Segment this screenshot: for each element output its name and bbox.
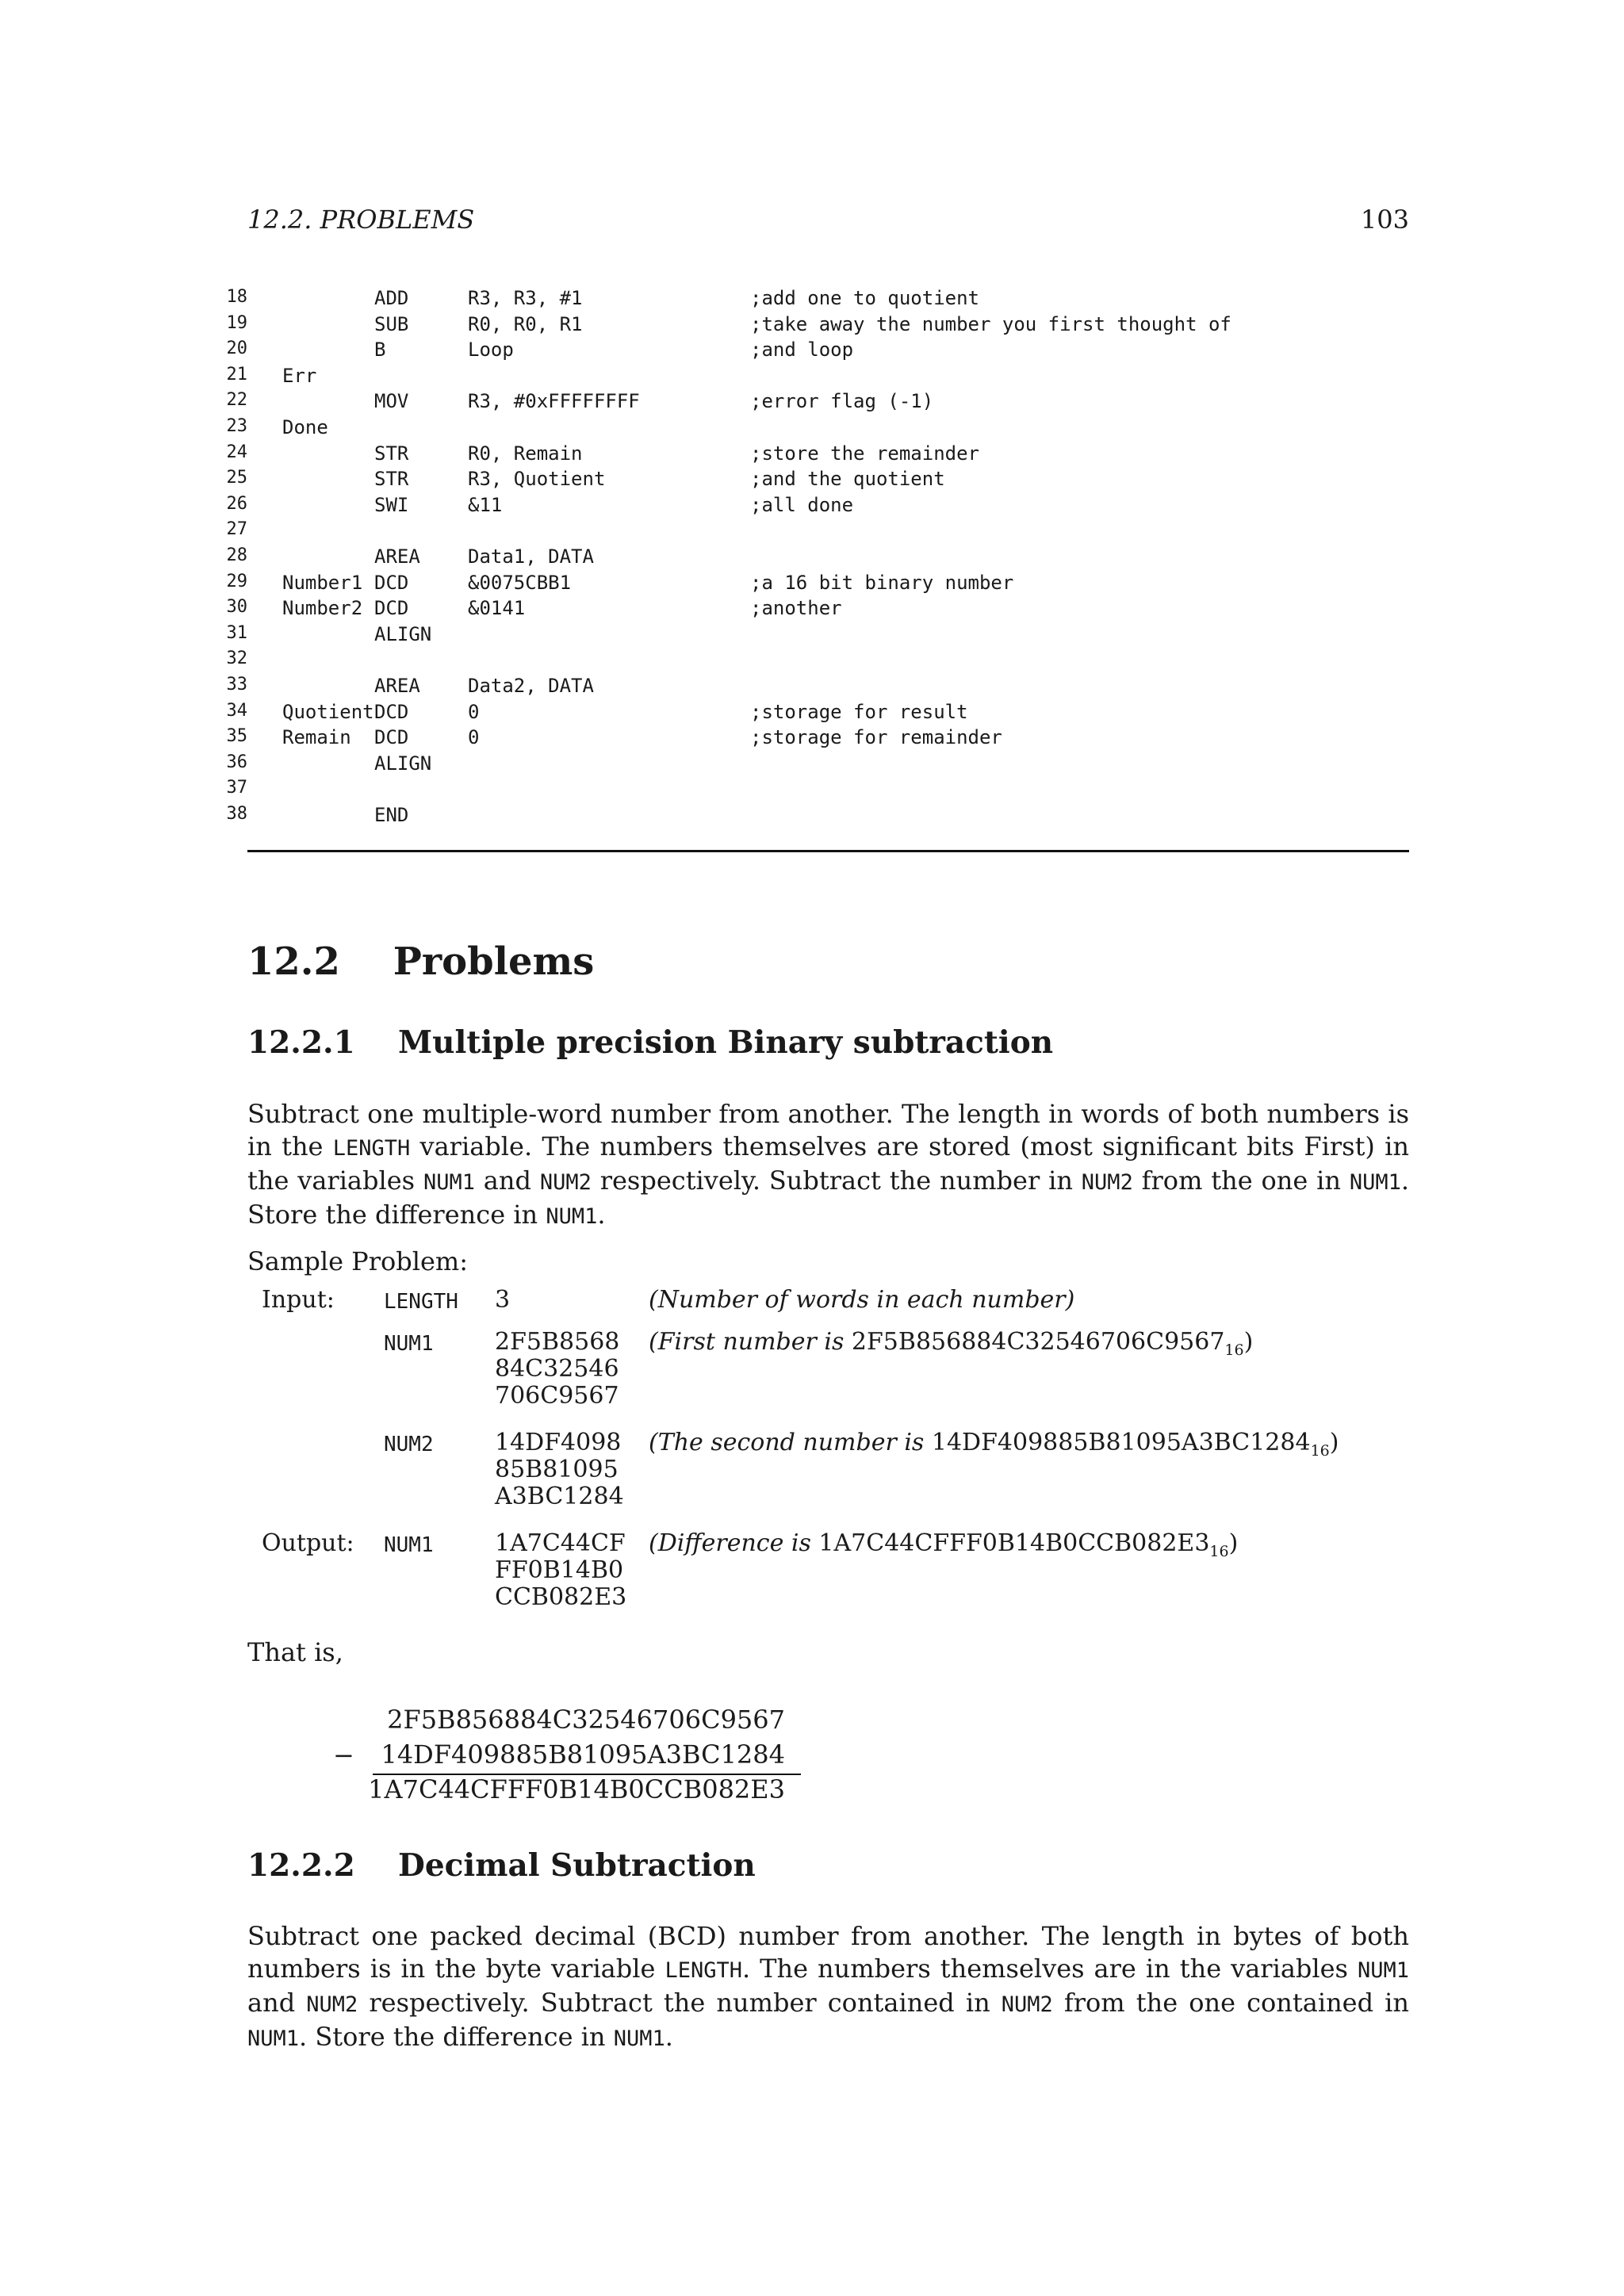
paragraph-text: respectively. Subtract the number contained in: [358, 1988, 1002, 2018]
paragraph-text: .: [597, 1200, 606, 1230]
paragraph-text: variable. The numbers themselves are stored (most significant bits First) in the variables: [247, 1131, 1410, 1196]
that-is-text: That is,: [247, 1637, 343, 1667]
code-opcode: END: [374, 803, 409, 826]
num1-note-value: 2F5B856884C32546706C9567: [851, 1328, 1225, 1356]
line-number: 32: [226, 649, 247, 669]
code-opcode: DCD: [374, 726, 409, 749]
output-note: [649, 1530, 1238, 1565]
line-number: 18: [226, 287, 247, 307]
length-value: 3: [495, 1286, 511, 1314]
paragraph-text: . Store the difference in: [299, 2022, 614, 2052]
inline-code: LENGTH: [665, 1958, 742, 1983]
code-label: Number1: [282, 571, 363, 594]
code-operands: 0: [468, 726, 480, 749]
subsection-title-binary-subtraction: 12.2.1 Multiple precision Binary subtraction: [247, 1024, 1054, 1061]
difference: 1A7C44CFFF0B14B0CCB082E3: [368, 1774, 785, 1804]
line-number: 30: [226, 597, 247, 618]
input-label: Input:: [262, 1286, 335, 1314]
code-line: [214, 804, 1411, 830]
paragraph-binary-subtraction: [247, 1098, 1409, 1233]
output-word: FF0B14B0: [495, 1556, 624, 1584]
num2-word: A3BC1284: [495, 1483, 624, 1510]
code-opcode: SUB: [374, 312, 409, 335]
num2-note-text: (The second number is: [649, 1429, 932, 1456]
code-operands: R0, Remain: [468, 442, 583, 465]
num2-key: NUM2: [384, 1433, 434, 1456]
code-operands: Data2, DATA: [468, 674, 594, 697]
inline-code: NUM1: [613, 2026, 665, 2051]
num2-note-value: 14DF409885B81095A3BC1284: [931, 1429, 1311, 1456]
code-opcode: DCD: [374, 571, 409, 594]
paragraph-text: Subtract one multiple-word number from another. The length in words of both numbers is in the: [247, 1099, 1409, 1161]
line-number: 29: [226, 571, 247, 591]
inline-code: NUM2: [539, 1170, 592, 1195]
code-comment: ;take away the number you first thought of: [750, 312, 1231, 335]
code-operands: R3, #0xFFFFFFFF: [468, 390, 640, 413]
paragraph-text: and: [474, 1165, 540, 1196]
code-line: [214, 416, 1411, 442]
paragraph-text: Subtract one packed decimal (BCD) number from another. The length in bytes of both numbers is in the byte variable: [247, 1921, 1409, 1984]
code-operands: &0141: [468, 597, 526, 620]
minuend: 2F5B856884C32546706C9567: [387, 1705, 785, 1735]
code-comment: ;and the quotient: [750, 468, 945, 491]
code-listing: [214, 287, 1411, 829]
line-number: 21: [226, 364, 247, 385]
code-operands: &0075CBB1: [468, 571, 572, 594]
code-line: [214, 726, 1411, 752]
line-number: 23: [226, 415, 247, 436]
inline-code: LENGTH: [332, 1136, 411, 1161]
subtraction-layout: [333, 1705, 801, 1804]
inline-code: NUM2: [1001, 1992, 1053, 2017]
paragraph-text: . Store the difference in: [247, 1165, 1410, 1230]
output-note-base: 16: [1209, 1543, 1229, 1560]
line-number: 20: [226, 339, 247, 359]
code-operands: R0, R0, R1: [468, 312, 583, 335]
line-number: 27: [226, 519, 247, 540]
line-number: 31: [226, 622, 247, 643]
output-word: CCB082E3: [495, 1583, 627, 1611]
output-note-value: 1A7C44CFFF0B14B0CCB082E3: [818, 1529, 1210, 1557]
line-number: 25: [226, 468, 247, 488]
code-operands: Data1, DATA: [468, 545, 594, 568]
code-label: Err: [282, 364, 317, 387]
code-operands: &11: [468, 493, 503, 516]
code-line: [214, 752, 1411, 779]
running-header-section: 12.2. PROBLEMS: [247, 205, 475, 235]
code-line: [214, 390, 1411, 416]
code-line: [214, 572, 1411, 598]
line-number: 36: [226, 752, 247, 772]
code-label: Quotient: [282, 700, 374, 723]
code-line: [214, 701, 1411, 727]
paragraph-decimal-subtraction: [247, 1920, 1409, 2055]
num1-note: [649, 1329, 1253, 1364]
subsection-title-decimal-subtraction: 12.2.2 Decimal Subtraction: [247, 1847, 756, 1884]
paragraph-text: . The numbers themselves are in the variables: [741, 1954, 1358, 1984]
paragraph-text: from the one in: [1132, 1165, 1350, 1196]
page-number: 103: [1360, 205, 1409, 235]
line-number: 28: [226, 545, 247, 565]
minus-sign: −: [333, 1740, 354, 1770]
code-line: [214, 623, 1411, 649]
code-opcode: AREA: [374, 674, 420, 697]
code-label: Done: [282, 415, 328, 438]
num1-note-base: 16: [1224, 1341, 1244, 1359]
output-note-close: ): [1228, 1529, 1239, 1557]
length-note: (Number of words in each number): [649, 1286, 1075, 1314]
length-key: LENGTH: [384, 1290, 458, 1314]
inline-code: NUM1: [546, 1204, 598, 1229]
code-label: Number2: [282, 597, 363, 620]
num1-note-close: ): [1243, 1328, 1254, 1356]
inline-code: NUM1: [1349, 1170, 1401, 1195]
paragraph-text: and: [247, 1988, 307, 2018]
code-opcode: DCD: [374, 597, 409, 620]
code-operands: Loop: [468, 339, 514, 362]
code-opcode: STR: [374, 468, 409, 491]
num1-key: NUM1: [384, 1332, 434, 1356]
code-operands: R3, R3, #1: [468, 287, 583, 309]
code-opcode: B: [374, 339, 386, 362]
code-comment: ;a 16 bit binary number: [750, 571, 1014, 594]
code-comment: ;store the remainder: [750, 442, 979, 465]
code-line: [214, 597, 1411, 623]
num1-word: 706C9567: [495, 1382, 619, 1410]
code-line: [214, 339, 1411, 365]
listing-rule: [247, 850, 1409, 852]
line-number: 38: [226, 803, 247, 824]
line-number: 22: [226, 390, 247, 411]
line-number: 26: [226, 493, 247, 514]
code-opcode: ALIGN: [374, 752, 432, 775]
code-opcode: AREA: [374, 545, 420, 568]
num1-word: 2F5B8568: [495, 1328, 620, 1356]
line-number: 24: [226, 442, 247, 462]
output-key: NUM1: [384, 1533, 434, 1557]
code-operands: 0: [468, 700, 480, 723]
output-note-text: (Difference is: [649, 1529, 819, 1557]
code-opcode: SWI: [374, 493, 409, 516]
code-line: [214, 649, 1411, 675]
paragraph-text: .: [665, 2022, 673, 2052]
line-number: 37: [226, 778, 247, 798]
section-title: 12.2 Problems: [247, 939, 595, 984]
line-number: 33: [226, 674, 247, 695]
code-comment: ;add one to quotient: [750, 287, 979, 309]
code-comment: ;storage for remainder: [750, 726, 1002, 749]
code-line: [214, 365, 1411, 391]
output-word: 1A7C44CF: [495, 1529, 626, 1557]
code-opcode: STR: [374, 442, 409, 465]
code-line: [214, 494, 1411, 520]
paragraph-text: respectively. Subtract the number in: [591, 1165, 1082, 1196]
code-line: [214, 519, 1411, 545]
inline-code: NUM1: [423, 1170, 475, 1195]
num2-note-base: 16: [1310, 1442, 1330, 1460]
num2-word: 85B81095: [495, 1456, 619, 1483]
num2-note-close: ): [1329, 1429, 1339, 1456]
code-opcode: DCD: [374, 700, 409, 723]
line-number: 35: [226, 726, 247, 747]
code-comment: ;and loop: [750, 339, 854, 362]
code-line: [214, 778, 1411, 804]
num1-note-text: (First number is: [649, 1328, 852, 1356]
code-comment: ;another: [750, 597, 842, 620]
subtrahend: 14DF409885B81095A3BC1284: [381, 1739, 785, 1770]
line-number: 19: [226, 312, 247, 333]
code-comment: ;storage for result: [750, 700, 968, 723]
running-header: [247, 205, 1409, 239]
code-line: [214, 442, 1411, 469]
inline-code: NUM1: [247, 2026, 300, 2051]
output-label: Output:: [262, 1529, 354, 1557]
code-operands: R3, Quotient: [468, 468, 606, 491]
code-comment: ;all done: [750, 493, 854, 516]
code-line: [214, 287, 1411, 313]
inline-code: NUM2: [1081, 1170, 1133, 1195]
inline-code: NUM1: [1357, 1958, 1410, 1983]
sample-problem-label: Sample Problem:: [247, 1246, 469, 1276]
num2-word: 14DF4098: [495, 1429, 622, 1456]
num1-word: 84C32546: [495, 1355, 619, 1383]
code-line: [214, 468, 1411, 494]
code-line: [214, 545, 1411, 572]
code-label: Remain: [282, 726, 351, 749]
inline-code: NUM2: [306, 1992, 358, 2017]
num2-note: [649, 1429, 1339, 1464]
paragraph-text: from the one contained in: [1052, 1988, 1410, 2018]
line-number: 34: [226, 700, 247, 721]
code-opcode: ADD: [374, 287, 409, 309]
code-line: [214, 675, 1411, 701]
code-comment: ;error flag (-1): [750, 390, 934, 413]
code-opcode: ALIGN: [374, 622, 432, 645]
code-line: [214, 313, 1411, 339]
code-opcode: MOV: [374, 390, 409, 413]
